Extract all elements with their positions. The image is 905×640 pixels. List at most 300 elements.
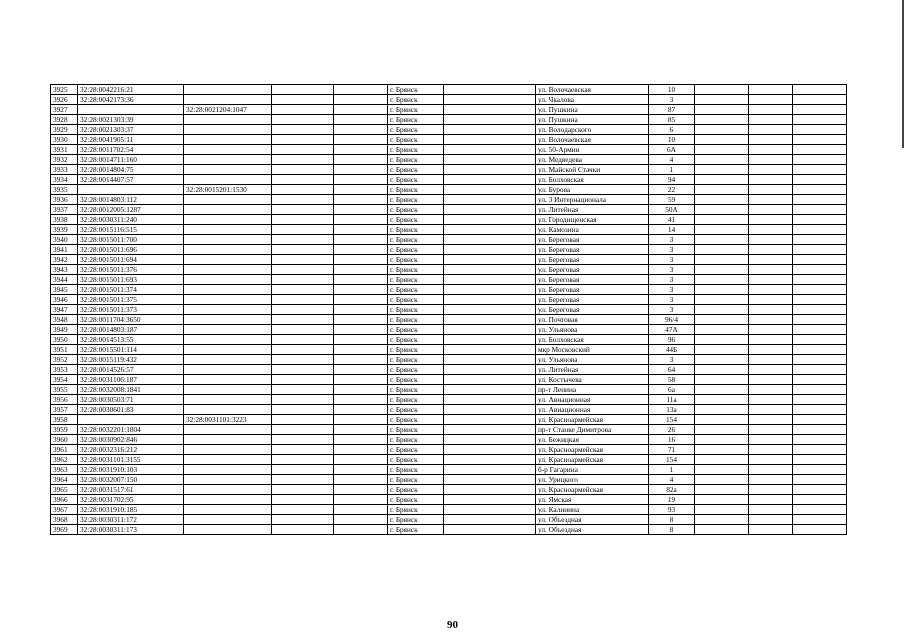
empty-cell [695,195,749,205]
street-cell: ул. Пушкина [536,105,649,115]
empty-cell [793,295,847,305]
empty-cell [695,145,749,155]
empty-cell [695,405,749,415]
parcel-number-cell [184,395,272,405]
house-number-cell: 14 [649,225,695,235]
empty-cell [793,155,847,165]
empty-cell [444,515,536,525]
house-number-cell: 50А [649,205,695,215]
table-row [51,335,847,345]
empty-cell [272,335,334,345]
row-number-cell: 3927 [51,105,78,115]
house-number-cell: 59 [649,195,695,205]
cadastral-number-cell: 32:28:0015119:432 [78,355,184,365]
empty-cell [749,115,793,125]
empty-cell [695,525,749,535]
cadastral-number-cell: 32:28:0014526:57 [78,365,184,375]
parcel-number-cell [184,345,272,355]
empty-cell [695,115,749,125]
parcel-number-cell [184,295,272,305]
parcel-number-cell [184,485,272,495]
empty-cell [272,405,334,415]
empty-cell [272,285,334,295]
empty-cell [272,375,334,385]
city-cell: г. Брянск [388,365,444,375]
cadastral-number-cell: 32:28:0014711:160 [78,155,184,165]
empty-cell [272,515,334,525]
street-cell: ул. Авиационная [536,395,649,405]
empty-cell [793,345,847,355]
city-cell: г. Брянск [388,115,444,125]
empty-cell [695,295,749,305]
empty-cell [749,155,793,165]
empty-cell [334,485,388,495]
empty-cell [272,415,334,425]
empty-cell [444,165,536,175]
row-number-cell: 3936 [51,195,78,205]
row-number-cell: 3957 [51,405,78,415]
row-number-cell: 3946 [51,295,78,305]
empty-cell [793,325,847,335]
cadastral-number-cell: 32:28:0015011:376 [78,265,184,275]
city-cell: г. Брянск [388,405,444,415]
empty-cell [272,95,334,105]
empty-cell [793,385,847,395]
empty-cell [444,435,536,445]
cadastral-number-cell: 32:28:0015011:693 [78,275,184,285]
table-row [51,515,847,525]
city-cell: г. Брянск [388,205,444,215]
empty-cell [272,155,334,165]
row-number-cell: 3966 [51,495,78,505]
parcel-number-cell [184,275,272,285]
city-cell: г. Брянск [388,305,444,315]
street-cell: мкр Московский [536,345,649,355]
empty-cell [272,345,334,355]
empty-cell [749,415,793,425]
house-number-cell: 8 [649,525,695,535]
cadastral-number-cell: 32:28:0011704:3650 [78,315,184,325]
empty-cell [793,265,847,275]
empty-cell [272,505,334,515]
street-cell: ул. Володарского [536,125,649,135]
empty-cell [793,425,847,435]
empty-cell [749,235,793,245]
table-row [51,105,847,115]
parcel-number-cell [184,195,272,205]
empty-cell [793,175,847,185]
empty-cell [272,105,334,115]
row-number-cell: 3967 [51,505,78,515]
row-number-cell: 3937 [51,205,78,215]
house-number-cell: 6 [649,125,695,135]
house-number-cell: 96/4 [649,315,695,325]
empty-cell [749,295,793,305]
empty-cell [793,445,847,455]
parcel-number-cell: 32:28:0031101:3223 [184,415,272,425]
house-number-cell: 6а [649,385,695,395]
house-number-cell: 94 [649,175,695,185]
parcel-number-cell [184,205,272,215]
empty-cell [444,155,536,165]
empty-cell [749,305,793,315]
empty-cell [749,345,793,355]
street-cell: ул. Объездная [536,525,649,535]
empty-cell [793,475,847,485]
empty-cell [272,495,334,505]
empty-cell [444,95,536,105]
empty-cell [695,285,749,295]
house-number-cell: 3 [649,275,695,285]
empty-cell [749,475,793,485]
empty-cell [334,175,388,185]
table-row [51,305,847,315]
empty-cell [272,275,334,285]
cadastral-number-cell: 32:28:0015116:515 [78,225,184,235]
empty-cell [793,145,847,155]
cadastral-number-cell: 32:28:0042173:36 [78,95,184,105]
house-number-cell: 82а [649,485,695,495]
row-number-cell: 3947 [51,305,78,315]
row-number-cell: 3931 [51,145,78,155]
empty-cell [272,225,334,235]
cadastral-number-cell [78,185,184,195]
street-cell: ул. Ульянова [536,325,649,335]
empty-cell [444,235,536,245]
street-cell: ул. Объездная [536,515,649,525]
house-number-cell: 96 [649,335,695,345]
empty-cell [749,95,793,105]
empty-cell [793,335,847,345]
empty-cell [444,445,536,455]
empty-cell [444,455,536,465]
city-cell: г. Брянск [388,495,444,505]
table-row [51,215,847,225]
city-cell: г. Брянск [388,385,444,395]
empty-cell [793,505,847,515]
street-cell: б-р Гагарина [536,465,649,475]
row-number-cell: 3956 [51,395,78,405]
parcel-number-cell [184,425,272,435]
city-cell: г. Брянск [388,455,444,465]
city-cell: г. Брянск [388,355,444,365]
parcel-number-cell [184,355,272,365]
parcel-number-cell [184,175,272,185]
empty-cell [444,325,536,335]
street-cell: ул. 50-Армии [536,145,649,155]
house-number-cell: 154 [649,415,695,425]
empty-cell [749,255,793,265]
parcel-number-cell [184,225,272,235]
house-number-cell: 11а [649,395,695,405]
row-number-cell: 3960 [51,435,78,445]
empty-cell [793,255,847,265]
table-row [51,495,847,505]
empty-cell [272,475,334,485]
street-cell: ул. Бурова [536,185,649,195]
empty-cell [695,265,749,275]
row-number-cell: 3950 [51,335,78,345]
parcel-number-cell [184,135,272,145]
empty-cell [695,105,749,115]
cadastral-number-cell: 32:28:0012005:1287 [78,205,184,215]
row-number-cell: 3942 [51,255,78,265]
empty-cell [444,495,536,505]
empty-cell [749,355,793,365]
empty-cell [749,495,793,505]
empty-cell [695,315,749,325]
empty-cell [272,455,334,465]
empty-cell [334,295,388,305]
empty-cell [749,225,793,235]
parcel-number-cell [184,525,272,535]
empty-cell [793,515,847,525]
city-cell: г. Брянск [388,335,444,345]
empty-cell [444,85,536,95]
empty-cell [793,185,847,195]
parcel-number-cell [184,305,272,315]
street-cell: ул. Красноармейская [536,485,649,495]
street-cell: ул. Береговая [536,265,649,275]
house-number-cell: 10 [649,135,695,145]
city-cell: г. Брянск [388,95,444,105]
table-row [51,475,847,485]
row-number-cell: 3928 [51,115,78,125]
empty-cell [749,375,793,385]
empty-cell [695,425,749,435]
city-cell: г. Брянск [388,195,444,205]
empty-cell [444,405,536,415]
parcel-number-cell [184,375,272,385]
table-row [51,435,847,445]
city-cell: г. Брянск [388,485,444,495]
empty-cell [793,115,847,125]
empty-cell [272,145,334,155]
city-cell: г. Брянск [388,105,444,115]
empty-cell [793,105,847,115]
empty-cell [749,325,793,335]
table-row [51,465,847,475]
empty-cell [444,345,536,355]
empty-cell [272,305,334,315]
empty-cell [334,285,388,295]
cadastral-number-cell: 32:28:0032007:150 [78,475,184,485]
city-cell: г. Брянск [388,345,444,355]
street-cell: пр-т Ленина [536,385,649,395]
parcel-number-cell [184,445,272,455]
parcel-number-cell [184,85,272,95]
parcel-number-cell [184,495,272,505]
empty-cell [334,95,388,105]
empty-cell [444,215,536,225]
empty-cell [444,355,536,365]
cadastral-number-cell: 32:28:0031910:103 [78,465,184,475]
row-number-cell: 3952 [51,355,78,365]
row-number-cell: 3945 [51,285,78,295]
empty-cell [334,505,388,515]
table-row [51,385,847,395]
empty-cell [334,415,388,425]
city-cell: г. Брянск [388,85,444,95]
city-cell: г. Брянск [388,315,444,325]
table-row [51,345,847,355]
table-row [51,125,847,135]
empty-cell [444,295,536,305]
street-cell: ул. Красноармейская [536,445,649,455]
row-number-cell: 3948 [51,315,78,325]
street-cell: ул. Пушкина [536,115,649,125]
house-number-cell: 3 [649,355,695,365]
empty-cell [793,315,847,325]
house-number-cell: 3 [649,265,695,275]
empty-cell [749,505,793,515]
row-number-cell: 3925 [51,85,78,95]
cadastral-number-cell: 32:28:0032201:1804 [78,425,184,435]
cadastral-number-cell: 32:28:0030601:83 [78,405,184,415]
parcel-number-cell [184,515,272,525]
house-number-cell: 8 [649,515,695,525]
empty-cell [444,465,536,475]
empty-cell [793,195,847,205]
empty-cell [334,515,388,525]
row-number-cell: 3951 [51,345,78,355]
city-cell: г. Брянск [388,225,444,235]
empty-cell [272,435,334,445]
empty-cell [695,435,749,445]
empty-cell [272,485,334,495]
parcel-number-cell [184,255,272,265]
empty-cell [695,215,749,225]
street-cell: ул. Литейная [536,365,649,375]
empty-cell [695,175,749,185]
city-cell: г. Брянск [388,515,444,525]
empty-cell [444,245,536,255]
parcel-number-cell [184,115,272,125]
empty-cell [793,495,847,505]
empty-cell [695,375,749,385]
city-cell: г. Брянск [388,295,444,305]
table-row [51,315,847,325]
row-number-cell: 3962 [51,455,78,465]
city-cell: г. Брянск [388,525,444,535]
table-row [51,85,847,95]
empty-cell [444,475,536,485]
table-row [51,445,847,455]
cadastral-number-cell: 32:28:0030311:172 [78,515,184,525]
empty-cell [749,335,793,345]
cadastral-number-cell: 32:28:0015011:696 [78,245,184,255]
empty-cell [444,505,536,515]
street-cell: ул. Красноармейская [536,415,649,425]
row-number-cell: 3968 [51,515,78,525]
city-cell: г. Брянск [388,125,444,135]
row-number-cell: 3954 [51,375,78,385]
street-cell: ул. 3 Интернационала [536,195,649,205]
city-cell: г. Брянск [388,135,444,145]
street-cell: ул. Майской Стачки [536,165,649,175]
empty-cell [272,395,334,405]
city-cell: г. Брянск [388,435,444,445]
row-number-cell: 3940 [51,235,78,245]
table-row [51,275,847,285]
empty-cell [695,125,749,135]
cadastral-number-cell: 32:28:0041905:11 [78,135,184,145]
registry-table [50,84,847,535]
empty-cell [793,525,847,535]
cadastral-number-cell: 32:28:0031106:187 [78,375,184,385]
parcel-number-cell [184,215,272,225]
empty-cell [334,255,388,265]
cadastral-number-cell [78,415,184,425]
empty-cell [695,475,749,485]
table-row [51,525,847,535]
house-number-cell: 85 [649,115,695,125]
house-number-cell: 4 [649,155,695,165]
empty-cell [793,205,847,215]
empty-cell [272,245,334,255]
table-row [51,145,847,155]
row-number-cell: 3953 [51,365,78,375]
table-row [51,195,847,205]
empty-cell [749,85,793,95]
table-row [51,395,847,405]
street-cell: ул. Болховская [536,175,649,185]
house-number-cell: 1 [649,465,695,475]
table-row [51,225,847,235]
empty-cell [695,515,749,525]
empty-cell [272,175,334,185]
empty-cell [444,335,536,345]
street-cell: ул. Береговая [536,285,649,295]
city-cell: г. Брянск [388,165,444,175]
empty-cell [334,385,388,395]
street-cell: ул. Литейная [536,205,649,215]
cadastral-number-cell: 32:28:0042216:21 [78,85,184,95]
cadastral-number-cell: 32:28:0014804:75 [78,165,184,175]
empty-cell [334,135,388,145]
empty-cell [444,265,536,275]
table-row [51,285,847,295]
empty-cell [444,285,536,295]
empty-cell [749,445,793,455]
empty-cell [334,395,388,405]
empty-cell [334,85,388,95]
empty-cell [444,255,536,265]
house-number-cell: 6А [649,145,695,155]
empty-cell [334,115,388,125]
row-number-cell: 3969 [51,525,78,535]
empty-cell [695,335,749,345]
empty-cell [334,325,388,335]
street-cell: ул. Болховская [536,335,649,345]
empty-cell [749,265,793,275]
city-cell: г. Брянск [388,145,444,155]
empty-cell [793,215,847,225]
empty-cell [793,85,847,95]
cadastral-number-cell: 32:28:0015501:114 [78,345,184,355]
table-row [51,235,847,245]
table-row [51,185,847,195]
empty-cell [272,85,334,95]
house-number-cell: 26 [649,425,695,435]
empty-cell [695,325,749,335]
empty-cell [749,315,793,325]
city-cell: г. Брянск [388,475,444,485]
empty-cell [695,495,749,505]
empty-cell [695,85,749,95]
empty-cell [793,415,847,425]
empty-cell [695,225,749,235]
